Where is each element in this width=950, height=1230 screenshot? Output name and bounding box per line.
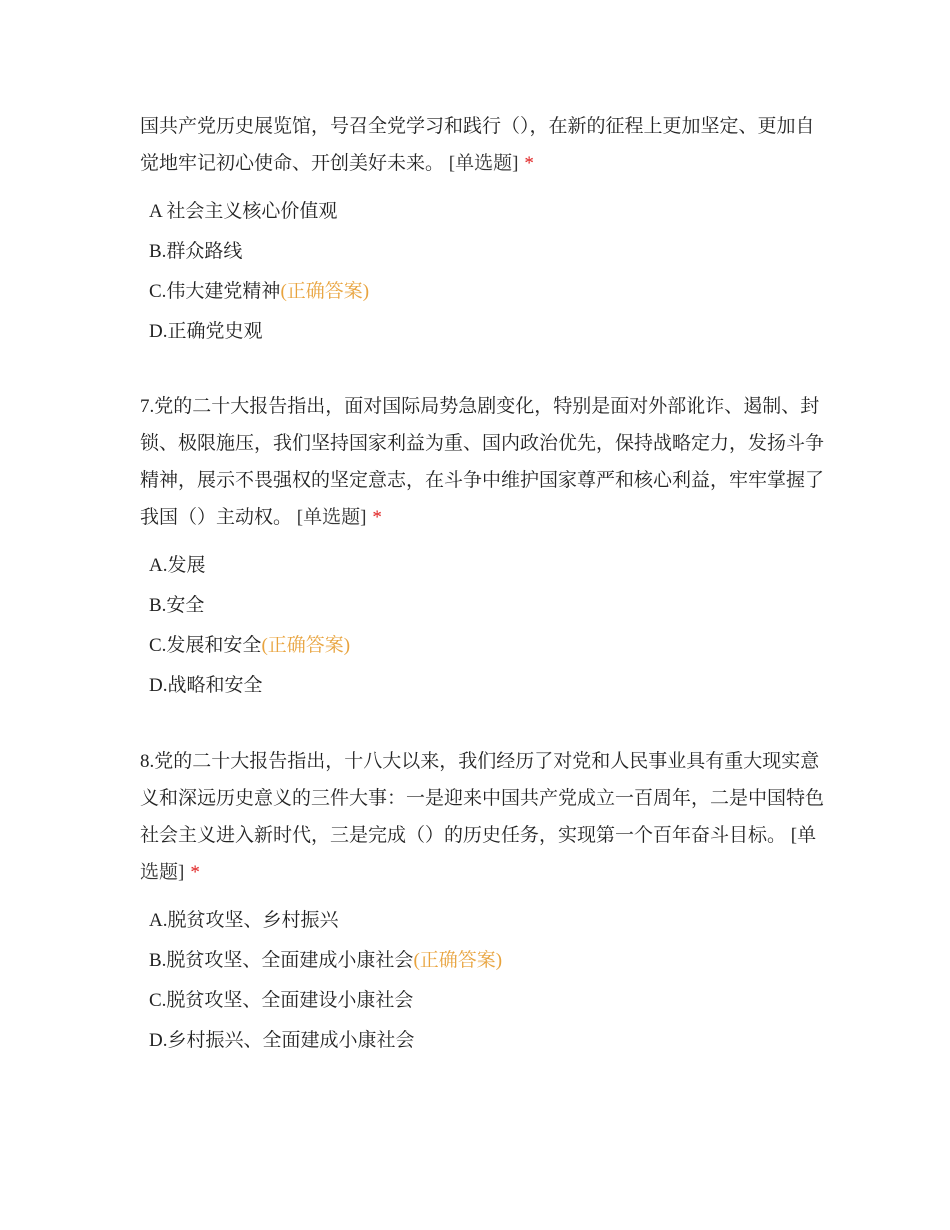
question-type-tag: [单选题]: [296, 507, 367, 528]
question-text-line: [140, 854, 820, 891]
question-6: [140, 108, 820, 352]
option-label: D.战略和安全: [149, 675, 263, 696]
option-c[interactable]: [140, 626, 820, 666]
option-label: D.正确党史观: [149, 321, 263, 342]
question-text-line: 锁、极限施压，我们坚持国家利益为重、国内政治优先，保持战略定力，发扬斗争: [140, 433, 825, 454]
question-text-line: 义和深远历史意义的三件大事：一是迎来中国共产党成立一百周年，二是中国特色: [140, 788, 825, 809]
option-d[interactable]: [140, 1021, 820, 1061]
option-label: C.发展和安全: [149, 635, 262, 656]
option-a[interactable]: [140, 192, 820, 232]
option-d[interactable]: [140, 666, 820, 706]
question-text-line: [140, 499, 820, 536]
option-label: B.安全: [149, 595, 205, 616]
question-text-line: 社会主义进入新时代，三是完成（）的历史任务，实现第一个百年奋斗目标。 [单: [140, 825, 817, 846]
option-c[interactable]: [140, 272, 820, 312]
option-label: A 社会主义核心价值观: [149, 201, 338, 222]
option-label: B.群众路线: [149, 241, 243, 262]
option-label: A.脱贫攻坚、乡村振兴: [149, 910, 339, 931]
question-7: [140, 388, 825, 706]
required-marker: *: [372, 507, 382, 528]
question-text-line: 精神，展示不畏强权的坚定意志，在斗争中维护国家尊严和核心利益，牢牢掌握了: [140, 470, 825, 491]
option-a[interactable]: [140, 901, 820, 941]
question-text: 觉地牢记初心使命、开创美好未来。: [140, 153, 445, 174]
option-d[interactable]: [140, 312, 820, 352]
option-c[interactable]: [140, 981, 820, 1021]
question-text-line: 国共产党历史展览馆，号召全党学习和践行（），在新的征程上更加坚定、更加自: [140, 116, 815, 137]
option-b[interactable]: [140, 586, 820, 626]
required-marker: *: [524, 153, 534, 174]
correct-answer-mark: (正确答案): [413, 950, 503, 971]
option-label: A.发展: [149, 555, 206, 576]
option-label: C.伟大建党精神: [149, 281, 281, 302]
question-text: 我国（）主动权。: [140, 507, 293, 528]
option-label: D.乡村振兴、全面建成小康社会: [149, 1030, 415, 1051]
correct-answer-mark: (正确答案): [280, 281, 370, 302]
option-label: B.脱贫攻坚、全面建成小康社会: [149, 950, 414, 971]
correct-answer-mark: (正确答案): [261, 635, 351, 656]
option-b[interactable]: [140, 941, 820, 981]
option-b[interactable]: [140, 232, 820, 272]
question-8: [140, 743, 825, 1061]
question-text-line: [140, 145, 820, 182]
question-text-line: 7.党的二十大报告指出，面对国际局势急剧变化，特别是面对外部讹诈、遏制、封: [140, 396, 820, 417]
question-type-tag: [单选题]: [448, 153, 519, 174]
question-text-line: 8.党的二十大报告指出，十八大以来，我们经历了对党和人民事业具有重大现实意: [140, 751, 820, 772]
required-marker: *: [190, 862, 200, 883]
option-a[interactable]: [140, 546, 820, 586]
option-label: C.脱贫攻坚、全面建设小康社会: [149, 990, 414, 1011]
question-type-tag: 选题]: [140, 862, 185, 883]
